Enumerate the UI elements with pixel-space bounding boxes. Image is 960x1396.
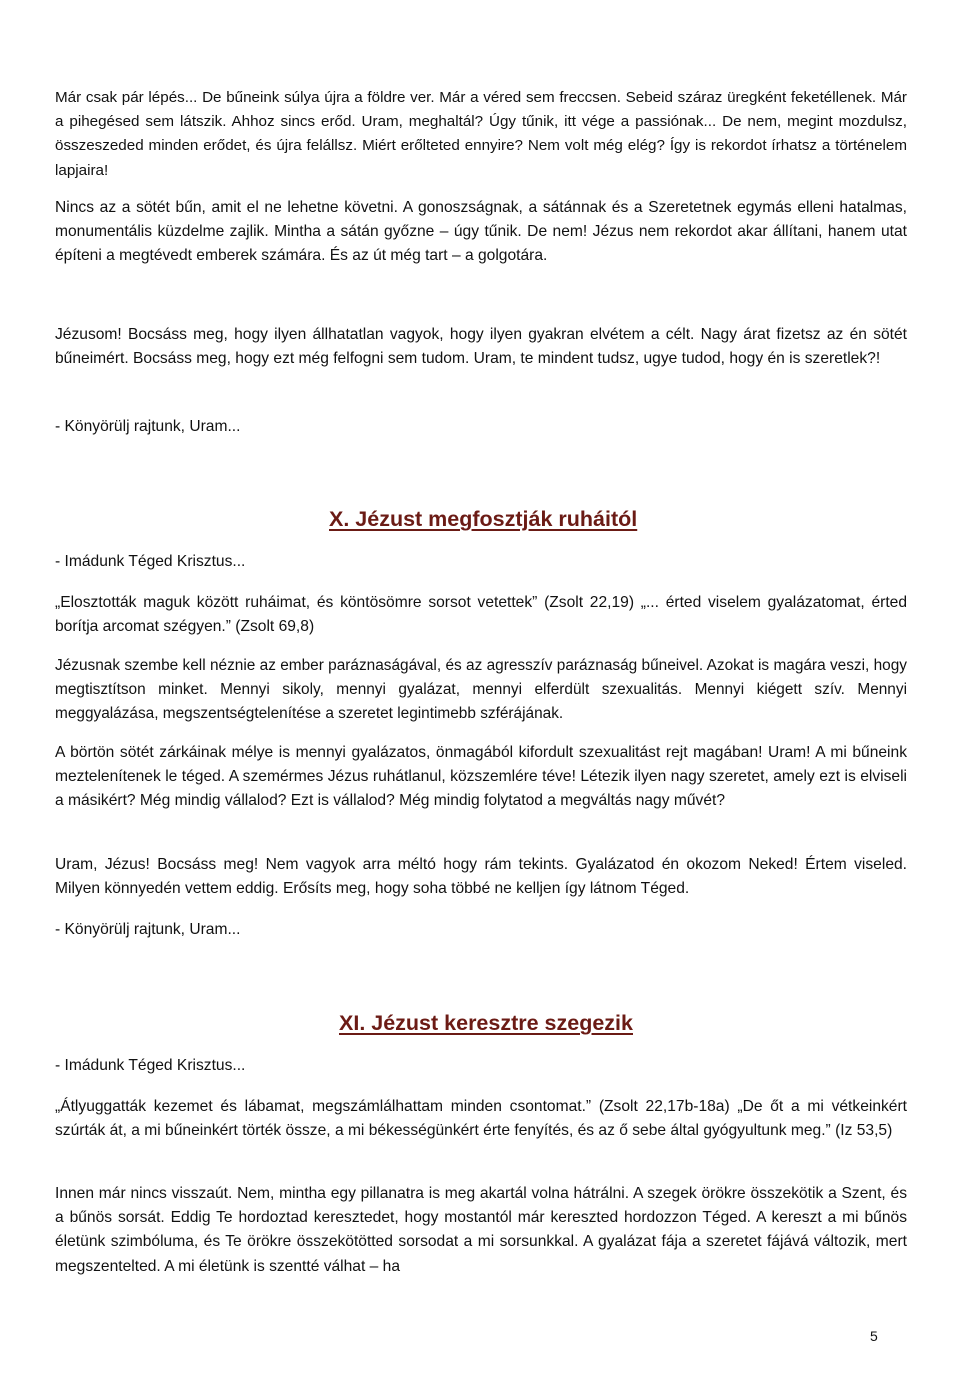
response-adoration-2: - Imádunk Téged Krisztus...: [55, 1057, 246, 1074]
paragraph-prayer-2: Uram, Jézus! Bocsáss meg! Nem vagyok arra méltó hogy rám tekints. Gyalázatod én okozom Neked! Értem viseled. Milyen könnyedén vettem eddig. Erősíts meg, hogy soha többé ne kelljen így látnom Téged.: [55, 856, 907, 898]
paragraph-impurity: Jézusnak szembe kell néznie az ember paráznaságával, és az agresszív paráznaság bűneivel. Azokat is magára veszi, hogy megtisztítson minket. Mennyi sikoly, mennyi gyalázat, mennyi elferdült szexualitás. Mennyi kiégett szív. Mennyi meggyalázása, megszentségtelenítése a szeretet legintimebb szférájának.: [55, 657, 907, 723]
response-adoration-1: - Imádunk Téged Krisztus...: [55, 553, 246, 570]
response-mercy-2: - Könyörülj rajtunk, Uram...: [55, 921, 241, 938]
response-mercy-1: - Könyörülj rajtunk, Uram...: [55, 418, 241, 435]
paragraph-nails: Innen már nincs visszaút. Nem, mintha egy pillanatra is meg akartál volna hátrálni. A szegek örökre összekötik a Szent, és a bűnös sorsát. Eddig Te hordoztad keresztedet, hogy mostantól már kereszted hordozzon Téged. A kereszt a mi bűnös életünk szimbóluma, és Te örökre összekötötted sorsodat a mi sorsunkkal. A gyalázat fája a szeretet fájává változik, mert megszentelted. A mi életünk is szentté válhat – ha: [55, 1185, 907, 1275]
paragraph-intro: Már csak pár lépés... De bűneink súlya újra a földre ver. Már a véred sem freccsen. Sebeid száraz üregként feketéllenek. Már a pihegésed sem látszik. Ahhoz sincs erőd. Uram, meghaltál? Úgy tűnik, itt vége a passiónak... De nem, megint mozdulsz, összeszeded minden erődet, és újra felállsz. Miért erőlteted ennyire? Nem volt még elég? Így is rekordot írhatsz a történelem lapjaira!: [55, 89, 907, 179]
paragraph-prison: A börtön sötét zárkáinak mélye is mennyi gyalázatos, önmagából kifordult szexualitást rejt magában! Uram! A mi bűneink meztelenítenek le téged. A szemérmes Jézus ruhátlanul, közszemlére téve! Létezik ilyen nagy szeretet, amely ezt is elviseli a másikért? Még mindig vállalod? Ezt is vállalod? Még mindig folytatod a megváltás nagy művét?: [55, 744, 907, 810]
paragraph-prayer-1: Jézusom! Bocsáss meg, hogy ilyen állhatatlan vagyok, hogy ilyen gyakran elvétem a célt. Nagy árat fizetsz az én sötét bűneimért. Bocsáss meg, hogy ezt még felfogni sem tudom. Uram, te mindent tudsz, ugye tudod, hogy én is szeretlek?!: [55, 326, 907, 368]
station-heading-xi: XI. Jézust keresztre szegezik: [339, 1011, 633, 1035]
paragraph-struggle: Nincs az a sötét bűn, amit el ne lehetne követni. A gonoszságnak, a sátánnak és a Szeretetnek egymás elleni hatalmas, monumentális küzdelme zajlik. Mintha a sátán győzne – úgy tűnik. De nem! Jézus nem rekordot akar állítani, hanem utat építeni a megtévedt emberek számára. És az út még tart – a golgotára.: [55, 199, 907, 265]
page-number: 5: [870, 1328, 878, 1344]
station-heading-x: X. Jézust megfosztják ruháitól: [329, 507, 638, 531]
scripture-quote-xi: „Átlyuggatták kezemet és lábamat, megszámlálhattam minden csontomat.” (Zsolt 22,17b-18a) „De őt a mi vétkeinkért szúrták át, a mi bűneinkért törték össze, a mi békességünkért érte fenyítés, és az ő sebe által gyógyultunk meg.” (Iz 53,5): [55, 1098, 907, 1140]
scripture-quote-x: „Elosztották maguk között ruháimat, és köntösömre sorsot vetettek” (Zsolt 22,19) „... érted viselem gyalázatomat, érted borítja arcomat szégyen.” (Zsolt 69,8): [55, 594, 907, 636]
